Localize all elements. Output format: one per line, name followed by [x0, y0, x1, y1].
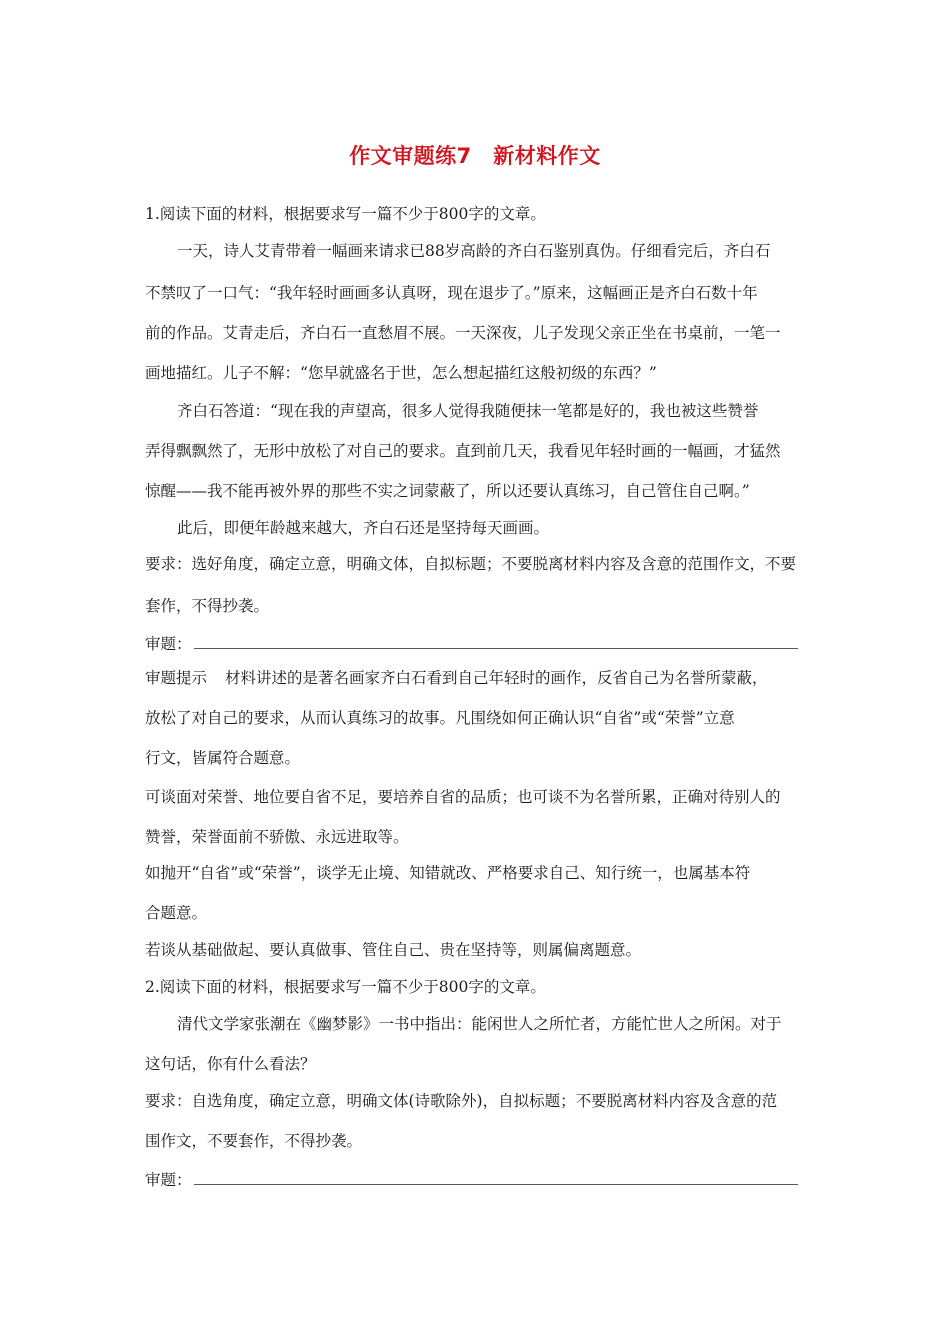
tip-text: 材料讲述的是著名画家齐白石看到自己年轻时的画作，反省自己为名誉所蒙蔽，	[225, 669, 768, 687]
shenti-label: 审题：	[145, 1171, 192, 1189]
q1-tip-line: 赞誉，荣誉面前不骄傲、永远进取等。	[145, 828, 409, 846]
q1-material-line: 此后，即便年龄越来越大，齐白石还是坚持每天画画。	[177, 519, 550, 537]
q2-requirement-line: 要求：自选角度，确定立意，明确文体(诗歌除外)，自拟标题；不要脱离材料内容及含意的范	[145, 1092, 778, 1110]
q1-tip-line: 行文，皆属符合题意。	[145, 749, 301, 767]
q1-material-line: 惊醒——我不能再被外界的那些不实之词蒙蔽了，所以还要认真练习，自己管住自己啊。”	[145, 482, 750, 500]
q2-prompt: 2.阅读下面的材料，根据要求写一篇不少于800字的文章。	[145, 978, 546, 996]
q1-material-line: 弄得飘飘然了，无形中放松了对自己的要求。直到前几天，我看见年轻时画的一幅画，才猛然	[145, 442, 781, 460]
q1-shenti-row	[145, 633, 798, 655]
q1-material-line: 前的作品。艾青走后，齐白石一直愁眉不展。一天深夜，儿子发现父亲正坐在书桌前，一笔一	[145, 324, 781, 342]
q1-requirement-line: 套作，不得抄袭。	[145, 597, 270, 615]
q1-material-line: 齐白石答道：“现在我的声望高，很多人觉得我随便抹一笔都是好的，我也被这些赞誉	[177, 402, 759, 420]
page-title: 作文审题练7 新材料作文	[349, 144, 601, 168]
q1-tip-line: 可谈面对荣誉、地位要自省不足，要培养自省的品质；也可谈不为名誉所累，正确对待别人的	[145, 788, 781, 806]
q1-requirement-line: 要求：选好角度，确定立意，明确文体，自拟标题；不要脱离材料内容及含意的范围作文，不要	[145, 555, 797, 573]
q2-material-line: 清代文学家张潮在《幽梦影》一书中指出：能闲世人之所忙者，方能忙世人之所闲。对于	[177, 1015, 782, 1033]
q1-tip-line: 放松了对自己的要求，从而认真练习的故事。凡围绕如何正确认识“自省”或“荣誉”立意	[145, 709, 735, 727]
q1-material-line: 不禁叹了一口气：“我年轻时画画多认真呀，现在退步了。”原来，这幅画正是齐白石数十年	[145, 284, 758, 302]
tip-label: 审题提示	[145, 669, 208, 687]
shenti-answer-line[interactable]	[194, 1172, 798, 1185]
q1-material-line: 画地描红。儿子不解：“您早就盛名于世，怎么想起描红这般初级的东西？”	[145, 364, 657, 382]
q2-shenti-row	[145, 1169, 798, 1191]
q2-requirement-line: 围作文，不要套作，不得抄袭。	[145, 1132, 363, 1150]
shenti-answer-line[interactable]	[194, 636, 798, 649]
q1-prompt: 1.阅读下面的材料，根据要求写一篇不少于800字的文章。	[145, 205, 546, 223]
q1-material-line: 一天，诗人艾青带着一幅画来请求已88岁高龄的齐白石鉴别真伪。仔细看完后，齐白石	[177, 242, 771, 260]
q1-tip-line: 合题意。	[145, 904, 208, 922]
q1-tip-line	[145, 667, 768, 689]
shenti-label: 审题：	[145, 635, 192, 653]
q1-tip-line: 如抛开“自省”或“荣誉”，谈学无止境、知错就改、严格要求自己、知行统一，也属基本符	[145, 864, 751, 882]
q2-material-line: 这句话，你有什么看法？	[145, 1055, 316, 1073]
q1-tip-line: 若谈从基础做起、要认真做事、管住自己、贵在坚持等，则属偏离题意。	[145, 941, 642, 959]
